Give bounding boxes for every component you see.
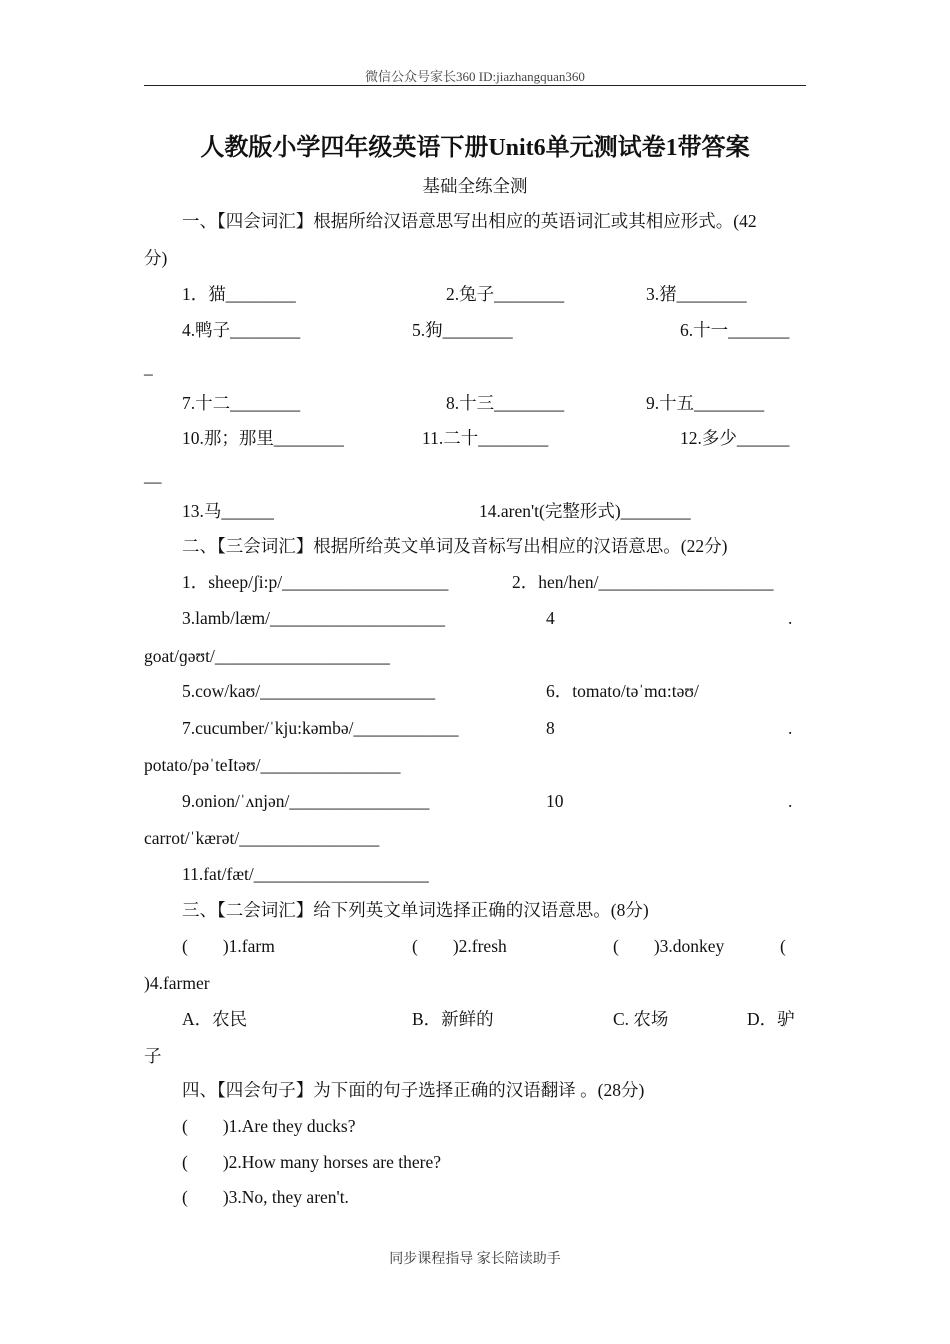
page-title: 人教版小学四年级英语下册Unit6单元测试卷1带答案 <box>200 135 750 161</box>
s1-item-5: 5.狗________ <box>412 320 513 340</box>
s2-item-3: 3.lamb/læm/____________________ <box>182 608 445 628</box>
s2-item-9: 9.onion/ˈʌnjən/________________ <box>182 791 430 811</box>
s1-item-7: 7.十二________ <box>182 393 301 413</box>
s1-item-12: 12.多少______ <box>680 428 790 448</box>
section3-heading: 三、【二会词汇】给下列英文单词选择正确的汉语意思。(8分) <box>182 900 649 920</box>
s2-item-4: goat/ɡəʊt/____________________ <box>144 646 390 666</box>
section1-heading: 一、【四会词汇】根据所给汉语意思写出相应的英语词汇或其相应形式。(42 <box>182 211 757 231</box>
page-header: 微信公众号家长360 ID:jiazhangquan360 <box>365 69 585 84</box>
s3-question-4-bracket: ( <box>780 936 786 956</box>
section2-heading: 二、【三会词汇】根据所给英文单词及音标写出相应的汉语意思。(22分) <box>182 536 728 556</box>
s3-question-1: ( )1.farm <box>182 936 275 956</box>
page-subtitle: 基础全练全测 <box>422 176 528 196</box>
s1-item-10: 10.那；那里________ <box>182 428 344 448</box>
s3-option-d: D．驴 <box>747 1009 795 1029</box>
s2-item-4-dot: . <box>788 608 793 628</box>
header-divider <box>144 85 806 86</box>
s1-item-9: 9.十五________ <box>646 393 765 413</box>
s1-item-6: 6.十一_______ <box>680 320 790 340</box>
s2-item-10-dot: . <box>788 791 793 811</box>
s4-question-1: ( )1.Are they ducks? <box>182 1116 356 1136</box>
s1-item-1: 1．猫________ <box>182 284 296 304</box>
s2-item-5: 5.cow/kaʊ/____________________ <box>182 681 436 701</box>
s1-item-11: 11.二十________ <box>422 428 549 448</box>
s2-item-4-number: 4 <box>546 608 555 628</box>
s2-item-11: 11.fat/fæt/____________________ <box>182 864 429 884</box>
section4-heading: 四、【四会句子】为下面的句子选择正确的汉语翻译 。(28分) <box>182 1080 645 1100</box>
s3-option-c: C. 农场 <box>613 1009 669 1029</box>
s1-item-3: 3.猪________ <box>646 284 747 304</box>
s2-item-8: potato/pəˈteItəʊ/________________ <box>144 755 401 775</box>
s3-option-d-cont: 子 <box>144 1046 162 1066</box>
s2-item-6: 6．tomato/təˈmɑ:təʊ/ <box>546 681 699 701</box>
s3-option-b: B．新鲜的 <box>412 1009 494 1029</box>
page-footer: 同步课程指导 家长陪读助手 <box>389 1252 561 1267</box>
s3-option-a: A．农民 <box>182 1009 248 1029</box>
s3-question-4: )4.farmer <box>144 973 210 993</box>
s2-item-7: 7.cucumber/ˈkju:kəmbə/____________ <box>182 718 459 738</box>
s1-item-2: 2.兔子________ <box>446 284 565 304</box>
s1-item-8: 8.十三________ <box>446 393 565 413</box>
s2-item-10: carrot/ˈkærət/________________ <box>144 828 380 848</box>
s1-item-4: 4.鸭子________ <box>182 320 301 340</box>
s4-question-3: ( )3.No, they aren't. <box>182 1187 349 1207</box>
s4-question-2: ( )2.How many horses are there? <box>182 1152 442 1172</box>
section1-heading-cont: 分) <box>144 248 168 268</box>
s1-item-12-cont: __ <box>144 465 162 485</box>
s2-item-1: 1．sheep/ʃi:p/___________________ <box>182 572 449 592</box>
s1-item-14: 14.aren't(完整形式)________ <box>479 501 691 521</box>
s1-item-13: 13.马______ <box>182 501 274 521</box>
s2-item-2: 2．hen/hen/____________________ <box>512 572 774 592</box>
s3-question-2: ( )2.fresh <box>412 936 507 956</box>
s1-item-6-cont: _ <box>144 357 153 377</box>
s2-item-8-number: 8 <box>546 718 555 738</box>
s2-item-10-number: 10 <box>546 791 564 811</box>
s3-question-3: ( )3.donkey <box>613 936 725 956</box>
s2-item-8-dot: . <box>788 718 793 738</box>
